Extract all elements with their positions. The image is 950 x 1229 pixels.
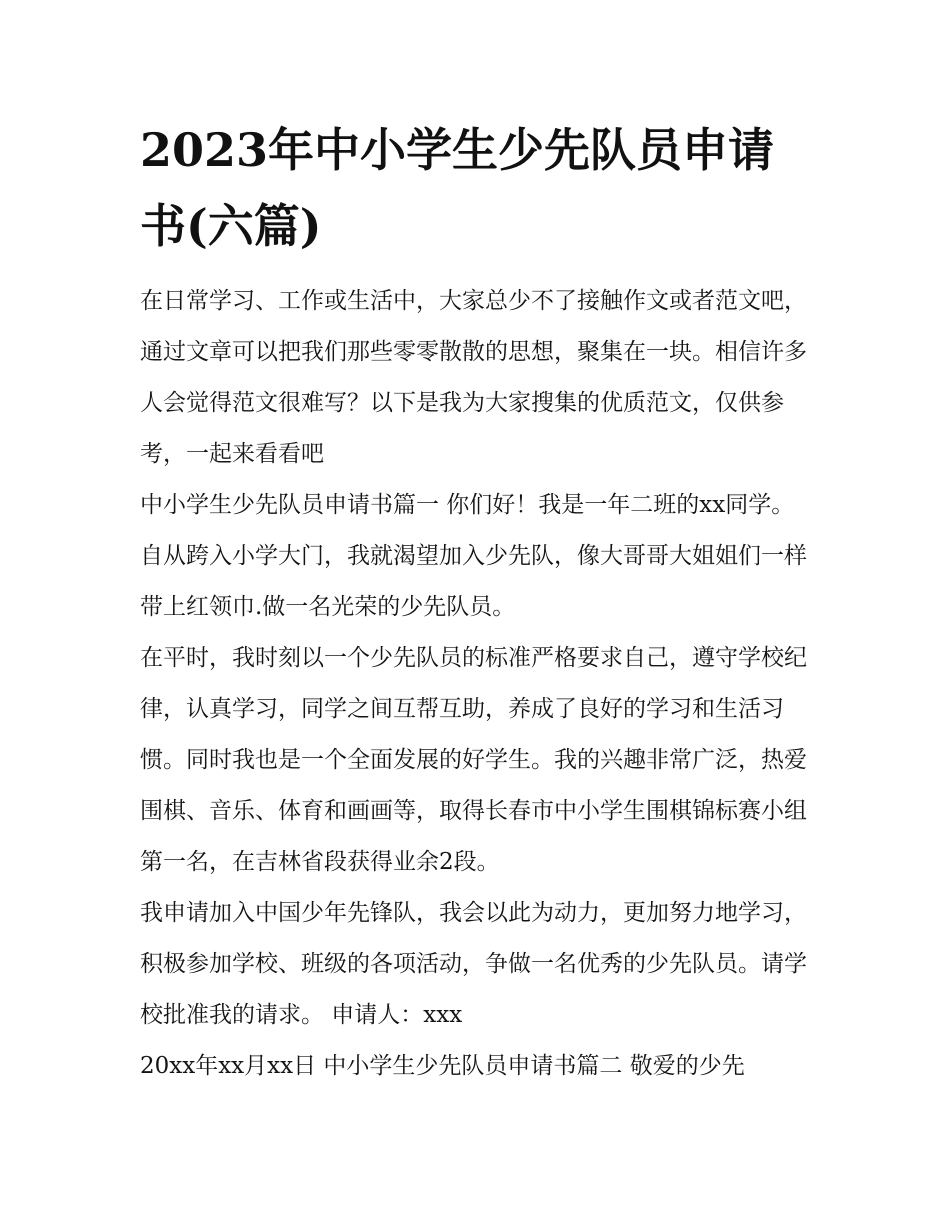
document-title: 2023年中小学生少先队员申请书(六篇) [140, 123, 775, 253]
paragraph-intro: 在日常学习、工作或生活中，大家总少不了接触作文或者范文吧，通过文章可以把我们那些零零散散的思想，聚集在一块。相信许多人会觉得范文很难写？以下是我为大家搜集的优质范文，仅供参考，一起来看看吧 [140, 288, 807, 467]
document-body [140, 276, 816, 1092]
paragraph-essay-one-opening: 中小学生少先队员申请书篇一 你们好！我是一年二班的xx同学。自从跨入小学大门，我就渴望加入少先队，像大哥哥大姐姐们一样带上红领巾.做一名光荣的少先队员。 [140, 492, 807, 620]
paragraph-daily-conduct: 在平时，我时刻以一个少先队员的标准严格要求自己，遵守学校纪律，认真学习，同学之间互帮互助，养成了良好的学习和生活习惯。同时我也是一个全面发展的好学生。我的兴趣非常广泛，热爱围棋、音乐、体育和画画等，取得长春市中小学生围棋锦标赛小组第一名，在吉林省段获得业余2段。 [140, 645, 807, 875]
paragraph-application-request: 我申请加入中国少年先锋队，我会以此为动力，更加努力地学习，积极参加学校、班级的各项活动，争做一名优秀的少先队员。请学校批准我的请求。 申请人：xxx [140, 900, 807, 1028]
paragraph-date-and-essay-two: 20xx年xx月xx日 中小学生少先队员申请书篇二 敬爱的少先 [140, 1053, 745, 1079]
